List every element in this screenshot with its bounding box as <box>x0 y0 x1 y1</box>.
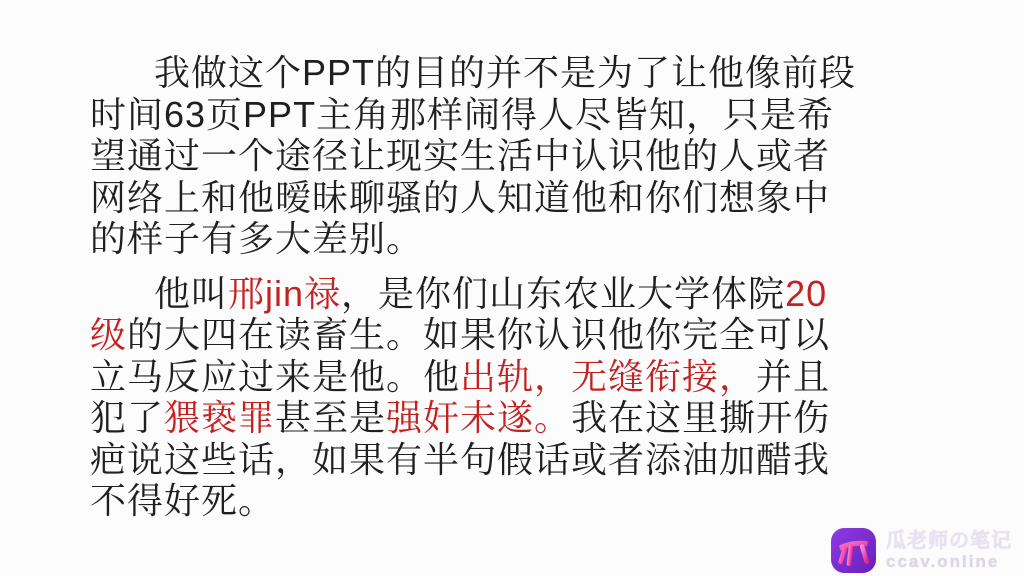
text-segment: 他叫 <box>154 272 229 314</box>
text-line <box>90 273 905 315</box>
highlight-text-segment: 出轨， <box>460 355 572 397</box>
highlight-text-segment: 无缝衔接， <box>571 355 757 397</box>
text-segment: 犯了 <box>90 397 165 438</box>
highlight-text-segment: 猥亵罪 <box>164 397 276 438</box>
watermark-title: 瓜老师の笔记 <box>886 529 1012 552</box>
text-line <box>90 480 905 522</box>
text-segment: 望通过一个途径让现实生活中认识他的人或者 <box>90 135 831 176</box>
highlight-text-segment: 级 <box>90 314 128 355</box>
text-line <box>90 439 905 481</box>
text-segment: 并且 <box>756 355 831 397</box>
text-segment: 我做这个PPT的目的并不是为了让他像前段 <box>154 52 857 93</box>
gua-logo-icon <box>830 527 877 574</box>
highlight-text-segment: 20 <box>785 272 828 314</box>
text-segment: 我在这里撕开伤 <box>571 397 831 438</box>
text-segment: 疤说这些话，如果有半句假话或者添油加醋我 <box>90 438 831 480</box>
text-segment: ，是你们山东农业大学体院 <box>341 272 786 314</box>
text-line <box>90 314 905 356</box>
text-line <box>90 52 905 94</box>
text-line <box>90 397 905 439</box>
text-segment: 的样子有多大差别。 <box>90 218 424 259</box>
text-line <box>90 218 905 260</box>
text-segment: 不得好死。 <box>90 480 276 521</box>
text-segment: 时间63页PPT主角那样闹得人尽皆知，只是希 <box>90 93 835 135</box>
text-segment: 网络上和他暧昧聊骚的人知道他和你们想象中 <box>90 176 831 218</box>
body-text <box>90 52 905 522</box>
text-line <box>90 356 905 398</box>
text-line <box>90 135 905 177</box>
text-line <box>90 177 905 219</box>
text-segment: 的大四在读畜生。如果你认识他你完全可以 <box>127 314 831 355</box>
watermark-domain: ccav.online <box>886 551 1000 571</box>
text-line <box>90 94 905 136</box>
text-segment: 立马反应过来是他。他 <box>90 355 461 397</box>
highlight-text-segment: 邢jin禄 <box>228 272 342 314</box>
watermark <box>830 527 1012 574</box>
highlight-text-segment: 强奸未遂。 <box>386 397 572 438</box>
text-segment: 甚至是 <box>275 397 387 438</box>
watermark-texts <box>886 531 1012 571</box>
